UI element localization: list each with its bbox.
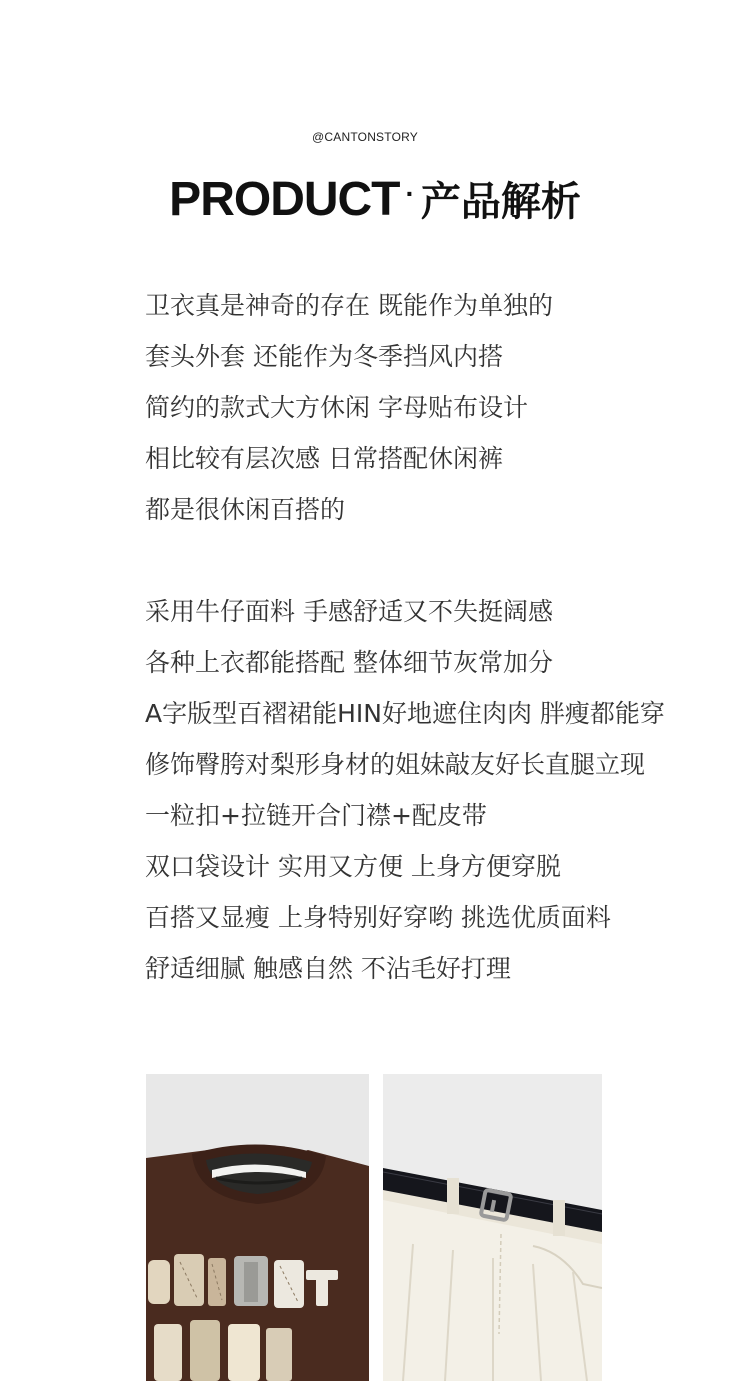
- skirt-illustration: [383, 1074, 602, 1381]
- sweatshirt-photo: [146, 1074, 369, 1381]
- text-line: 简约的款式大方休闲 字母贴布设计: [145, 393, 528, 422]
- text-line: 都是很休闲百搭的: [145, 495, 346, 524]
- title-english: PRODUCT: [169, 173, 400, 226]
- brand-handle: @CANTONSTORY: [312, 130, 418, 144]
- description-paragraph-1: [145, 280, 745, 535]
- title-separator: ·: [405, 178, 415, 209]
- text-line: A字版型百褶裙能HIN好地遮住肉肉 胖瘦都能穿: [145, 699, 665, 728]
- title-chinese: 产品解析: [420, 179, 581, 225]
- text-line: 套头外套 还能作为冬季挡风内搭: [145, 342, 503, 371]
- text-line: 修饰臀胯对梨形身材的姐妹敲友好长直腿立现: [145, 750, 646, 779]
- skirt-photo: [383, 1074, 602, 1381]
- sweatshirt-illustration: [146, 1074, 369, 1381]
- text-line: 相比较有层次感 日常搭配休闲裤: [145, 444, 503, 473]
- text-line: 双口袋设计 实用又方便 上身方便穿脱: [145, 852, 561, 881]
- text-line: 一粒扣+拉链开合门襟+配皮带: [145, 801, 487, 830]
- text-line: 舒适细腻 触感自然 不沾毛好打理: [145, 954, 511, 983]
- description-paragraph-2: [145, 586, 745, 994]
- text-line: 百搭又显瘦 上身特别好穿哟 挑选优质面料: [145, 903, 611, 932]
- page-title: [0, 170, 750, 227]
- text-line: 卫衣真是神奇的存在 既能作为单独的: [145, 291, 553, 320]
- text-line: 采用牛仔面料 手感舒适又不失挺阔感: [145, 597, 553, 626]
- text-line: 各种上衣都能搭配 整体细节灰常加分: [145, 648, 553, 677]
